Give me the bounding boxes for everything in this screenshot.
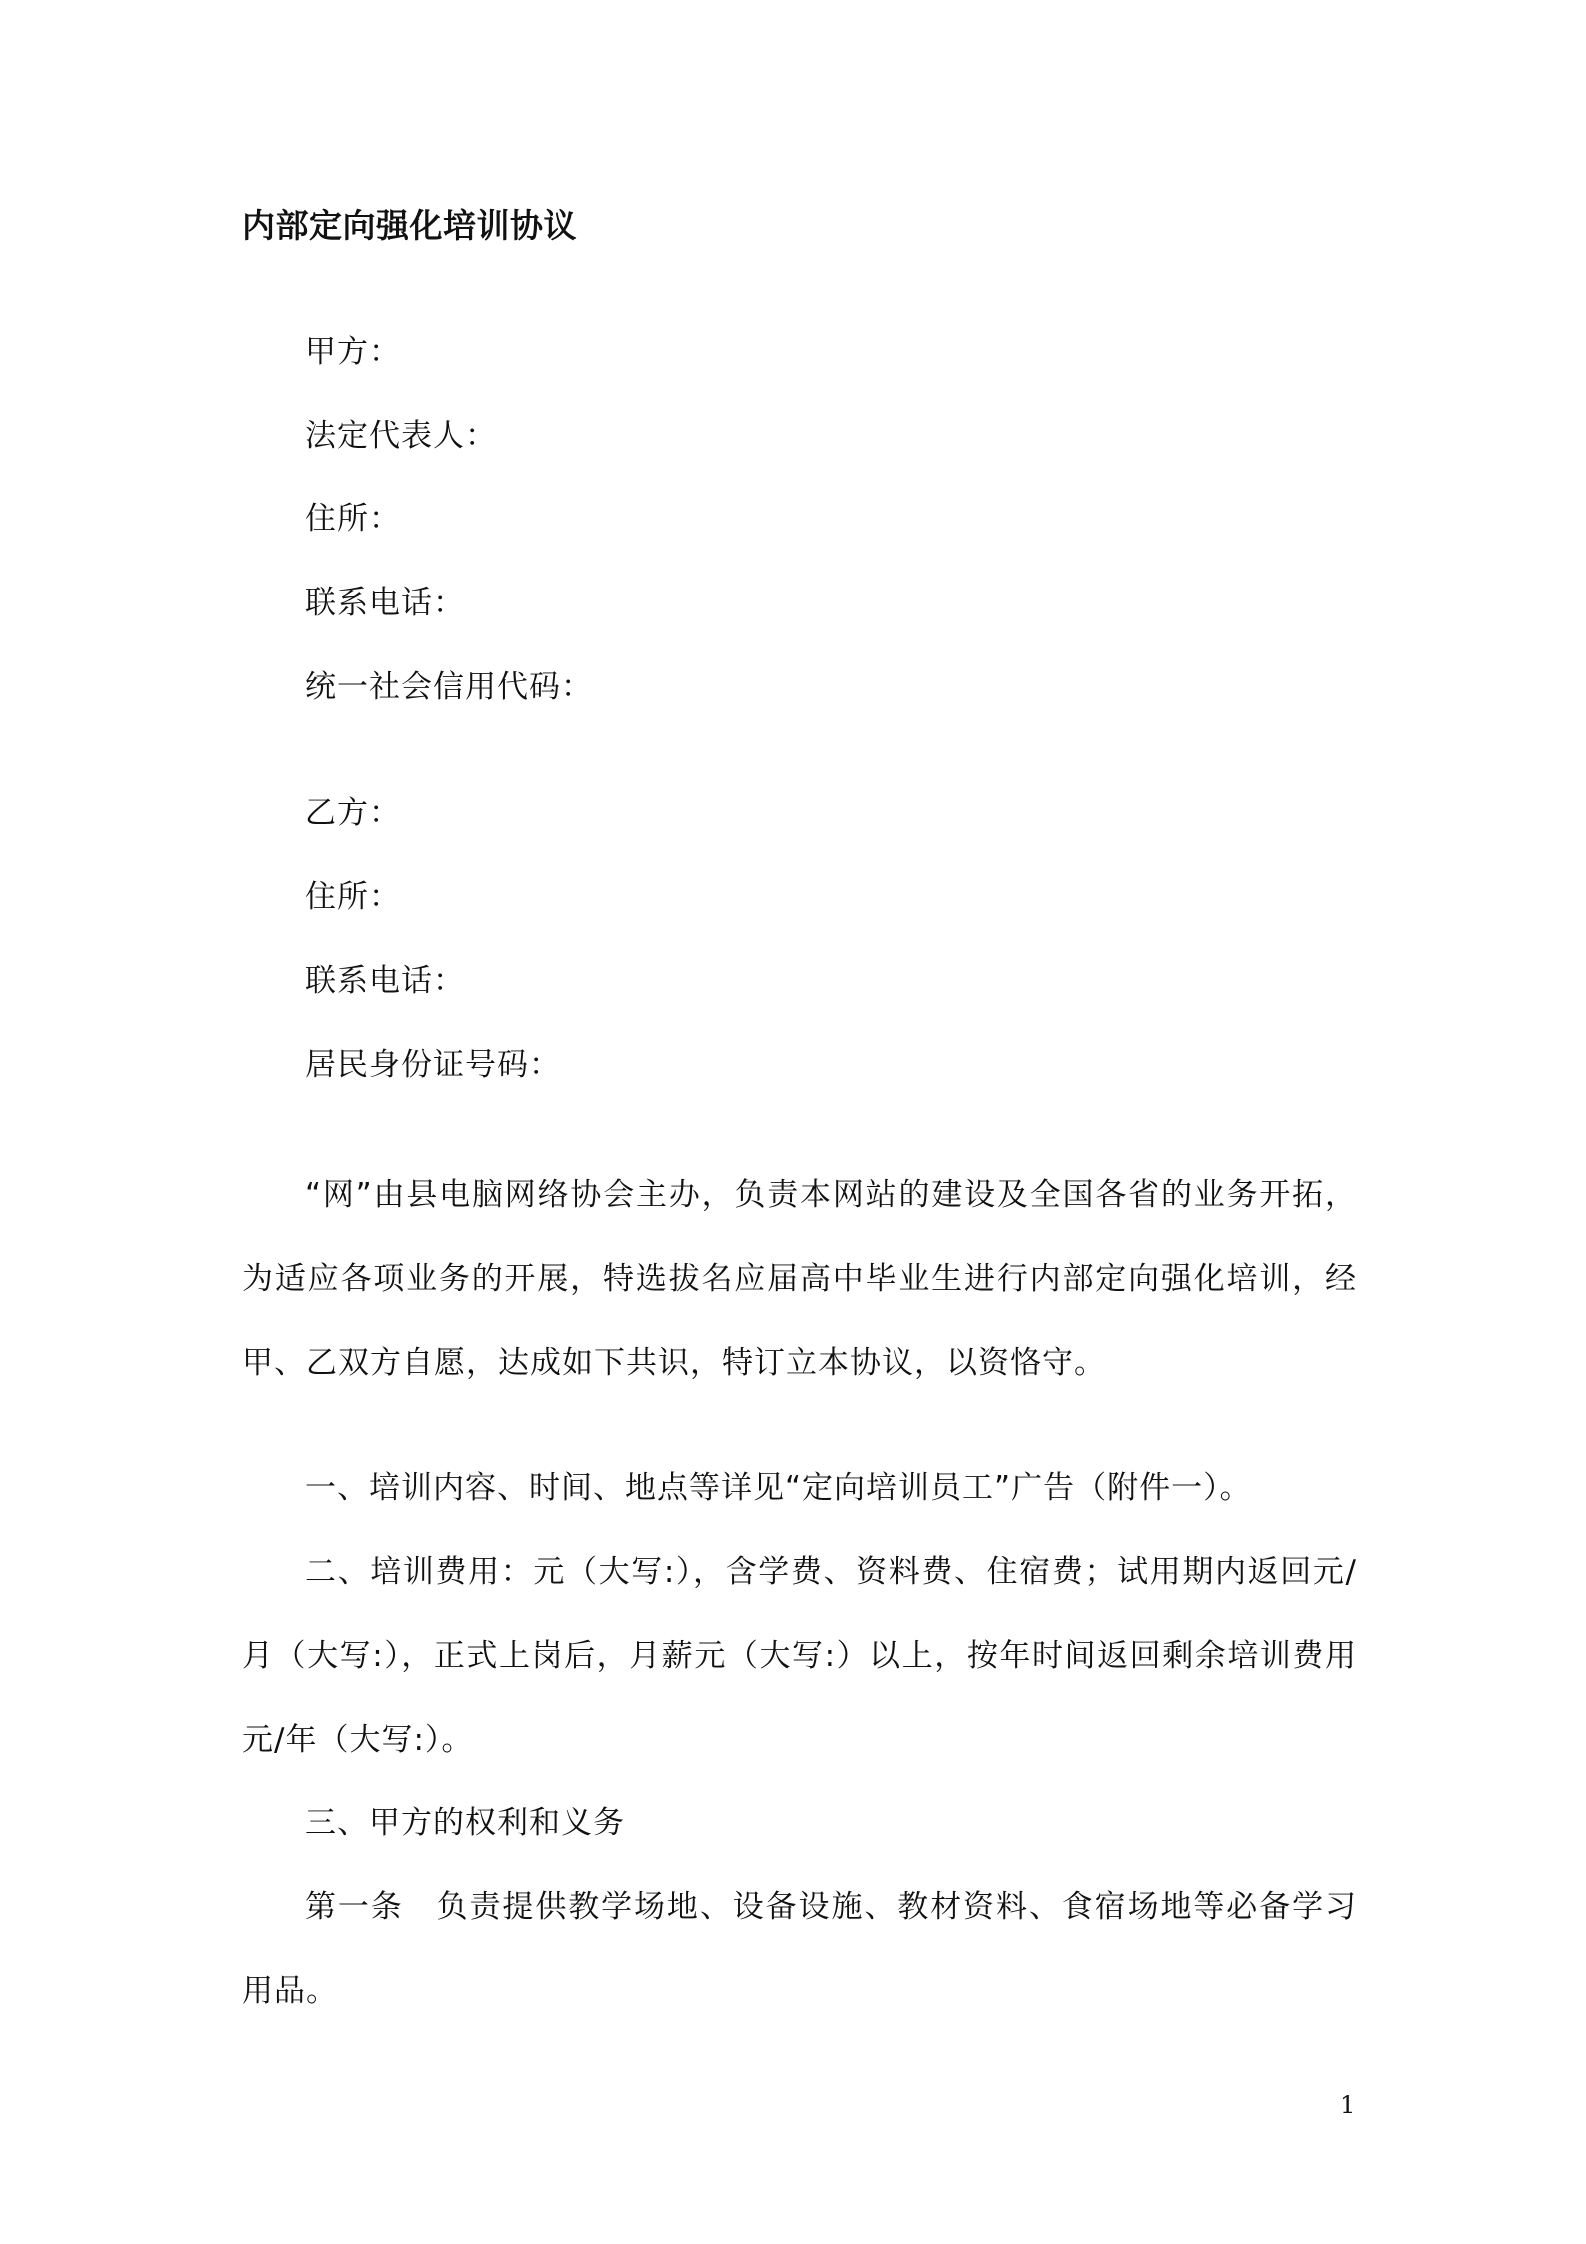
article-1: 第一条 负责提供教学场地、设备设施、教材资料、食宿场地等必备学习用品。	[242, 1889, 1357, 2009]
party-a-address-label: 住所：	[305, 501, 401, 537]
party-a-phone-label: 联系电话：	[305, 585, 465, 621]
clause-1: 一、培训内容、时间、地点等详见“定向培训员工”广告（附件一）。	[305, 1470, 1252, 1506]
party-a-name-label: 甲方：	[305, 334, 401, 370]
party-a-credit-code-label: 统一社会信用代码：	[305, 669, 593, 705]
party-b-phone-label: 联系电话：	[305, 963, 465, 999]
party-b-name-label: 乙方：	[305, 795, 401, 831]
clause-2: 二、培训费用：元（大写:），含学费、资料费、住宿费；试用期内返回元/月（大写:），正式上岗后，月薪元（大写:）以上，按年时间返回剩余培训费用元/年（大写:）。	[242, 1554, 1357, 1758]
party-b-id-number-label: 居民身份证号码：	[305, 1047, 561, 1083]
clause-3-heading: 三、甲方的权利和义务	[305, 1805, 625, 1841]
intro-paragraph: “网”由县电脑网络协会主办，负责本网站的建设及全国各省的业务开拓，为适应各项业务的开展，特选拔名应届高中毕业生进行内部定向强化培训，经甲、乙双方自愿，达成如下共识，特订立本协议，以资恪守。	[242, 1177, 1357, 1381]
party-a-legal-rep-label: 法定代表人：	[305, 418, 497, 454]
page-number: 1	[1340, 2091, 1356, 2119]
party-b-address-label: 住所：	[305, 879, 401, 915]
document-title: 内部定向强化培训协议	[242, 206, 577, 245]
